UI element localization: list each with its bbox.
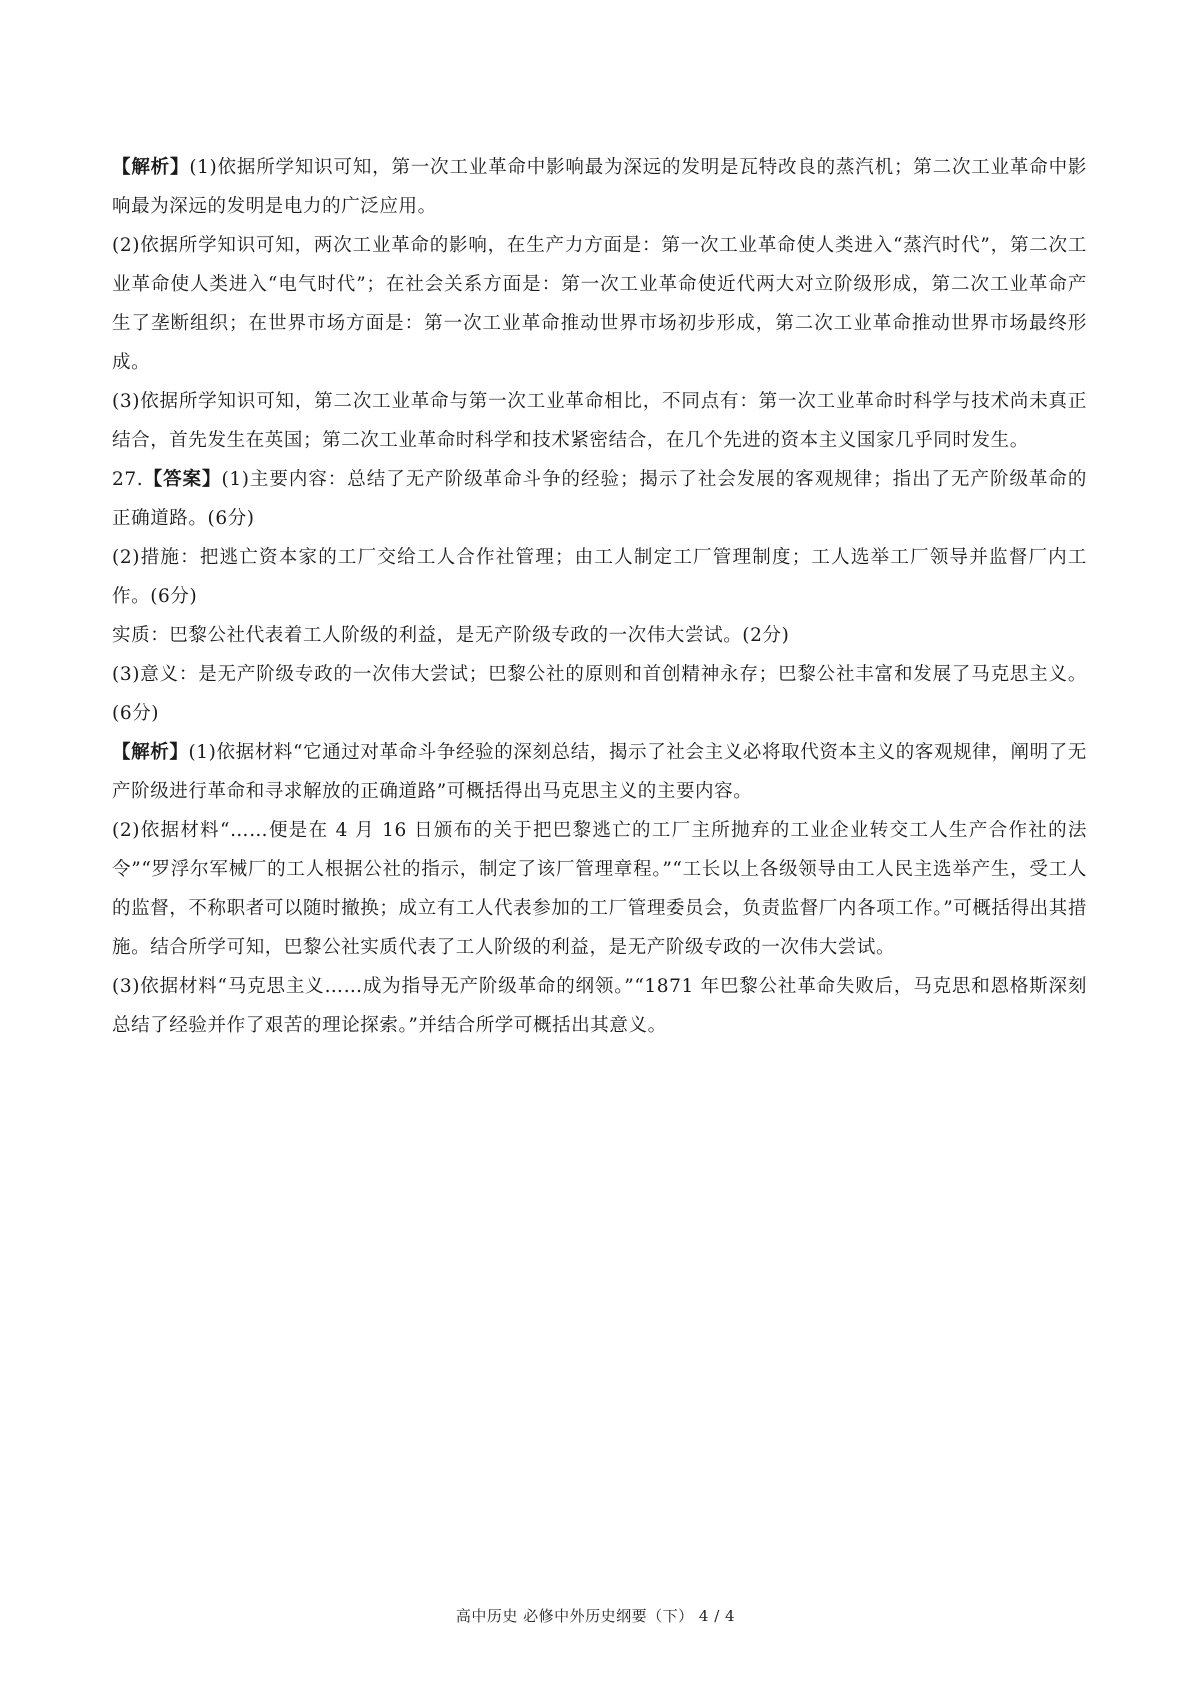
analysis-paragraph-1	[112, 148, 1087, 226]
document-body	[112, 148, 1087, 1045]
question-number: 27.	[112, 469, 144, 490]
answer-paragraph-2: (2)措施：把逃亡资本家的工厂交给工人合作社管理；由工人制定工厂管理制度；工人选举工厂领导并监督厂内工作。(6分)	[112, 547, 1087, 607]
analysis-paragraph-5: (2)依据材料“……便是在 4 月 16 日颁布的关于把巴黎逃亡的工厂主所抛弃的工业企业转交工人生产合作社的法令”“罗浮尔军械厂的工人根据公社的指示，制定了该厂管理章程。”“工长以上各级领导由工人民主选举产生，受工人的监督，不称职者可以随时撤换；成立有工人代表参加的工厂管理委员会，负责监督厂内各项工作。”可概括得出其措施。结合所学可知，巴黎公社实质代表了工人阶级的利益，是无产阶级专政的一次伟大尝试。	[112, 820, 1087, 958]
analysis-text: (1)依据材料“它通过对革命斗争经验的深刻总结，揭示了社会主义必将取代资本主义的客观规律，阐明了无产阶级进行革命和寻求解放的正确道路”可概括得出马克思主义的主要内容。	[112, 742, 1087, 802]
answer-text: (1)主要内容：总结了无产阶级革命斗争的经验；揭示了社会发展的客观规律；指出了无产阶级革命的正确道路。(6分)	[112, 469, 1087, 529]
answer-paragraph-1	[112, 460, 1087, 538]
analysis-paragraph-6: (3)依据材料“马克思主义……成为指导无产阶级革命的纲领。”“1871 年巴黎公社革命失败后，马克思和恩格斯深刻总结了经验并作了艰苦的理论探索。”并结合所学可概括出其意义。	[112, 976, 1087, 1036]
analysis-paragraph-3: (3)依据所学知识可知，第二次工业革命与第一次工业革命相比，不同点有：第一次工业革命时科学与技术尚未真正结合，首先发生在英国；第二次工业革命时科学和技术紧密结合，在几个先进的资本主义国家几乎同时发生。	[112, 391, 1087, 451]
analysis-tag: 【解析】	[112, 742, 189, 763]
analysis-paragraph-2: (2)依据所学知识可知，两次工业革命的影响，在生产力方面是：第一次工业革命使人类进入“蒸汽时代”，第二次工业革命使人类进入“电气时代”；在社会关系方面是：第一次工业革命使近代两大对立阶级形成，第二次工业革命产生了垄断组织；在世界市场方面是：第一次工业革命推动世界市场初步形成，第二次工业革命推动世界市场最终形成。	[112, 235, 1087, 373]
analysis-paragraph-4	[112, 733, 1087, 811]
answer-paragraph-3: 实质：巴黎公社代表着工人阶级的利益，是无产阶级专政的一次伟大尝试。(2分)	[112, 625, 790, 646]
analysis-text: (1)依据所学知识可知，第一次工业革命中影响最为深远的发明是瓦特改良的蒸汽机；第二次工业革命中影响最为深远的发明是电力的广泛应用。	[112, 157, 1087, 217]
analysis-tag: 【解析】	[112, 157, 190, 178]
answer-paragraph-4: (3)意义：是无产阶级专政的一次伟大尝试；巴黎公社的原则和首创精神永存；巴黎公社丰富和发展了马克思主义。(6分)	[112, 664, 1087, 724]
answer-tag: 【答案】	[143, 469, 222, 490]
page-footer: 高中历史 必修中外历史纲要（下） 4 / 4	[455, 1607, 736, 1625]
